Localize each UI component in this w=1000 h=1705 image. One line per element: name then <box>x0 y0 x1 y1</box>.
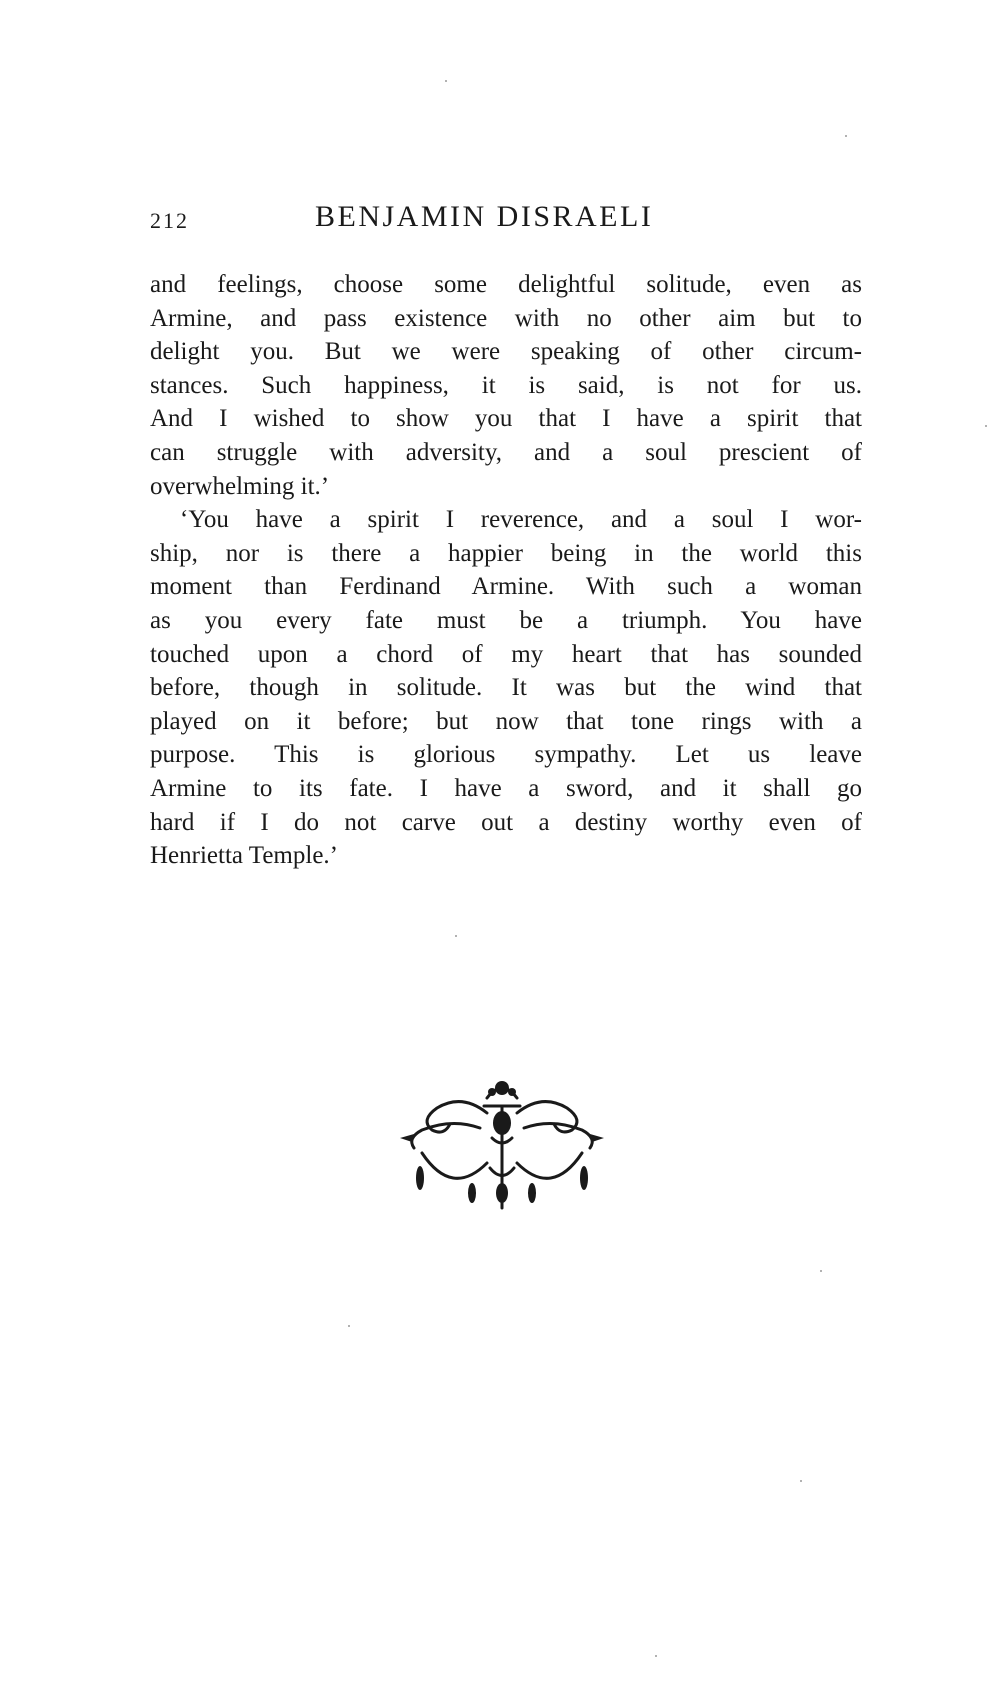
paragraph-2 <box>150 503 862 873</box>
text-line: hard if I do not carve out a destiny worthy even of <box>150 808 862 836</box>
text-line: played on it before; but now that tone rings with a <box>150 707 862 735</box>
speck <box>985 425 987 427</box>
text-line: Armine to its fate. I have a sword, and it shall go <box>150 774 862 802</box>
running-title: BENJAMIN DISRAELI <box>315 200 654 233</box>
speck <box>445 80 447 82</box>
speck <box>655 1655 657 1657</box>
text-line: Henrietta Temple.’ <box>150 842 338 870</box>
speck <box>845 135 847 137</box>
speck <box>348 1325 350 1327</box>
text-line: before, though in solitude. It was but the wind that <box>150 674 862 702</box>
running-head <box>150 200 862 240</box>
speck <box>800 1480 802 1482</box>
text-line: stances. Such happiness, it is said, is not for us. <box>150 371 862 399</box>
speck <box>455 935 457 937</box>
text-line: delight you. But we were speaking of other circum- <box>150 338 862 366</box>
text-line: and feelings, choose some delightful solitude, even as <box>150 271 862 298</box>
text-line: ‘You have a spirit I reverence, and a soul I wor- <box>180 506 862 534</box>
body-text <box>150 268 862 873</box>
paragraph-1 <box>150 268 862 503</box>
speck <box>820 1270 822 1272</box>
text-line: touched upon a chord of my heart that has sounded <box>150 640 862 668</box>
page-number: 212 <box>150 208 189 233</box>
text-line: can struggle with adversity, and a soul prescient of <box>150 438 862 466</box>
tailpiece-ornament-icon <box>392 1068 612 1218</box>
text-line: moment than Ferdinand Armine. With such a woman <box>150 573 862 601</box>
text-line: as you every fate must be a triumph. You have <box>150 606 862 634</box>
text-line: Armine, and pass existence with no other aim but to <box>150 304 862 332</box>
text-line: overwhelming it.’ <box>150 472 330 500</box>
text-line: purpose. This is glorious sympathy. Let us leave <box>150 741 862 769</box>
text-line: And I wished to show you that I have a spirit that <box>150 405 862 433</box>
text-line: ship, nor is there a happier being in the world this <box>150 539 862 567</box>
